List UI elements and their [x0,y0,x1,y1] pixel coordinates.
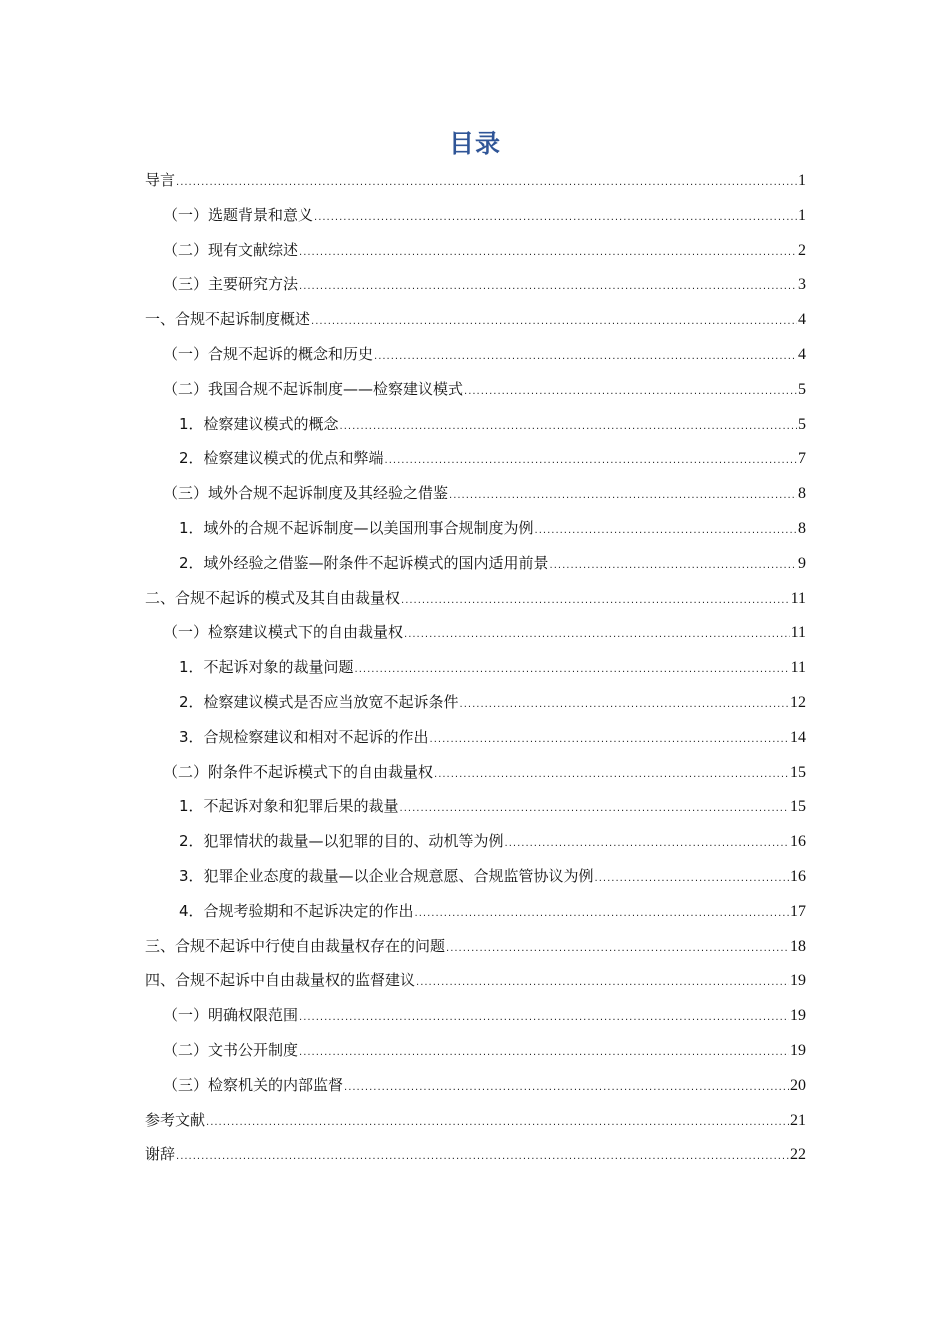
toc-entry-page: 11 [790,659,806,677]
dot-leader [314,206,797,230]
dot-leader [299,275,797,299]
toc-entry-label: 三、合规不起诉中行使自由裁量权存在的问题 [145,936,446,955]
toc-entry[interactable] [145,551,806,586]
toc-entry[interactable] [145,1038,806,1073]
dot-leader [416,971,789,995]
toc-entry-page: 17 [790,902,806,920]
dot-leader [404,623,790,647]
dot-leader [595,867,789,891]
toc-entry-page: 4 [798,311,806,329]
toc-entry-label: （二）附条件不起诉模式下的自由裁量权 [163,762,434,781]
toc-entry-label: 导言 [145,171,176,189]
toc-entry[interactable] [145,829,806,864]
toc-entry-label: 1．不起诉对象和犯罪后果的裁量 [179,797,399,816]
toc-entry-page: 18 [790,937,806,955]
toc-entry-label: 谢辞 [145,1145,176,1164]
toc-entry[interactable] [145,272,806,307]
toc-entry-label: 二、合规不起诉的模式及其自由裁量权 [145,588,401,607]
toc-entry-label: 2．检察建议模式是否应当放宽不起诉条件 [179,692,459,711]
toc-entry[interactable] [145,794,806,829]
toc-entry-page: 20 [790,1076,806,1094]
toc-entry[interactable] [145,934,806,969]
toc-entry[interactable] [145,1003,806,1038]
toc-entry-page: 11 [790,624,806,642]
toc-entry-page: 15 [790,763,806,781]
toc-entry-page: 5 [798,380,806,398]
toc-entry-page: 9 [798,554,806,572]
toc-entry-label: （三）域外合规不起诉制度及其经验之借鉴 [163,484,449,503]
toc-entry-label: 2．检察建议模式的优点和弊端 [179,449,384,468]
dot-leader [434,763,789,787]
toc-entry-label: 2．域外经验之借鉴—附条件不起诉模式的国内适用前景 [179,553,549,572]
dot-leader [374,345,797,369]
toc-entry-label: （一）选题背景和意义 [163,205,314,224]
toc-entry-page: 19 [790,972,806,990]
toc-entry-label: （二）文书公开制度 [163,1040,299,1059]
toc-entry[interactable] [145,168,806,203]
toc-entry[interactable] [145,203,806,238]
toc-entry[interactable] [145,1073,806,1108]
toc-entry-label: （二）我国合规不起诉制度——检察建议模式 [163,379,464,398]
dot-leader [550,554,797,578]
toc-entry[interactable] [145,899,806,934]
toc-entry-page: 5 [798,415,806,433]
dot-leader [446,937,789,961]
dot-leader [311,310,797,334]
dot-leader [449,484,797,508]
toc-entry-label: （二）现有文献综述 [163,240,299,259]
dot-leader [415,902,789,926]
dot-leader [401,589,790,613]
toc-entry[interactable] [145,760,806,795]
toc-entry[interactable] [145,412,806,447]
toc-title: 目录 [448,129,501,158]
toc-entry-page: 16 [790,867,806,885]
toc-entry-label: 3．犯罪企业态度的裁量—以企业合规意愿、合规监管协议为例 [179,866,594,885]
toc-entry-page: 14 [790,728,806,746]
toc-entry-page: 21 [790,1111,806,1129]
dot-leader [464,380,797,404]
toc-entry[interactable] [145,446,806,481]
toc-entry[interactable] [145,307,806,342]
toc-entry-label: 1．不起诉对象的裁量问题 [179,658,354,677]
dot-leader [400,797,789,821]
toc-entry-page: 8 [798,485,806,503]
toc-entry[interactable] [145,655,806,690]
toc-entry[interactable] [145,586,806,621]
dot-leader [299,1006,789,1030]
toc-entry-label: 参考文献 [145,1110,206,1129]
toc-entry-label: 3．合规检察建议和相对不起诉的作出 [179,727,429,746]
toc-entry[interactable] [145,864,806,899]
toc-entry-page: 3 [798,276,806,294]
dot-leader [299,241,797,265]
toc-entry-page: 16 [790,833,806,851]
toc-entry-page: 15 [790,798,806,816]
toc-entry-page: 12 [790,693,806,711]
toc-entry-page: 1 [798,172,806,189]
toc-entry-label: 4．合规考验期和不起诉决定的作出 [179,901,414,920]
toc-entry[interactable] [145,377,806,412]
toc-entry-label: 四、合规不起诉中自由裁量权的监督建议 [145,971,416,990]
toc-entry-label: （一）检察建议模式下的自由裁量权 [163,623,404,642]
toc-entry-label: （一）明确权限范围 [163,1006,299,1025]
toc-entry[interactable] [145,1108,806,1143]
table-of-contents [145,168,806,1177]
toc-entry-page: 4 [798,345,806,363]
dot-leader [505,832,789,856]
toc-entry[interactable] [145,481,806,516]
toc-entry[interactable] [145,725,806,760]
dot-leader [460,693,789,717]
dot-leader [344,1076,789,1100]
toc-entry-label: （一）合规不起诉的概念和历史 [163,344,374,363]
toc-entry-page: 8 [798,519,806,537]
toc-entry-label: 2．犯罪情状的裁量—以犯罪的目的、动机等为例 [179,832,504,851]
toc-entry[interactable] [145,516,806,551]
toc-entry-page: 7 [798,450,806,468]
dot-leader [535,519,797,543]
toc-entry-page: 2 [798,241,806,259]
dot-leader [299,1041,789,1065]
toc-entry-label: 1．域外的合规不起诉制度—以美国刑事合规制度为例 [179,518,534,537]
toc-entry[interactable] [145,620,806,655]
toc-entry[interactable] [145,342,806,377]
toc-entry[interactable] [145,690,806,725]
toc-entry-label: （三）主要研究方法 [163,275,299,294]
dot-leader [340,415,797,439]
toc-entry-label: （三）检察机关的内部监督 [163,1075,344,1094]
toc-entry-label: 1．检察建议模式的概念 [179,414,339,433]
toc-entry-page: 11 [790,589,806,607]
toc-entry[interactable] [145,1142,806,1177]
dot-leader [176,1145,789,1169]
toc-entry-page: 19 [790,1041,806,1059]
toc-entry-page: 22 [790,1146,806,1164]
dot-leader [176,171,797,195]
dot-leader [355,658,790,682]
dot-leader [206,1111,789,1135]
dot-leader [385,449,797,473]
toc-entry-page: 19 [790,1007,806,1025]
dot-leader [430,728,789,752]
toc-entry-page: 1 [798,206,806,224]
toc-entry-label: 一、合规不起诉制度概述 [145,310,311,329]
toc-entry[interactable] [145,968,806,1003]
toc-entry[interactable] [145,238,806,273]
